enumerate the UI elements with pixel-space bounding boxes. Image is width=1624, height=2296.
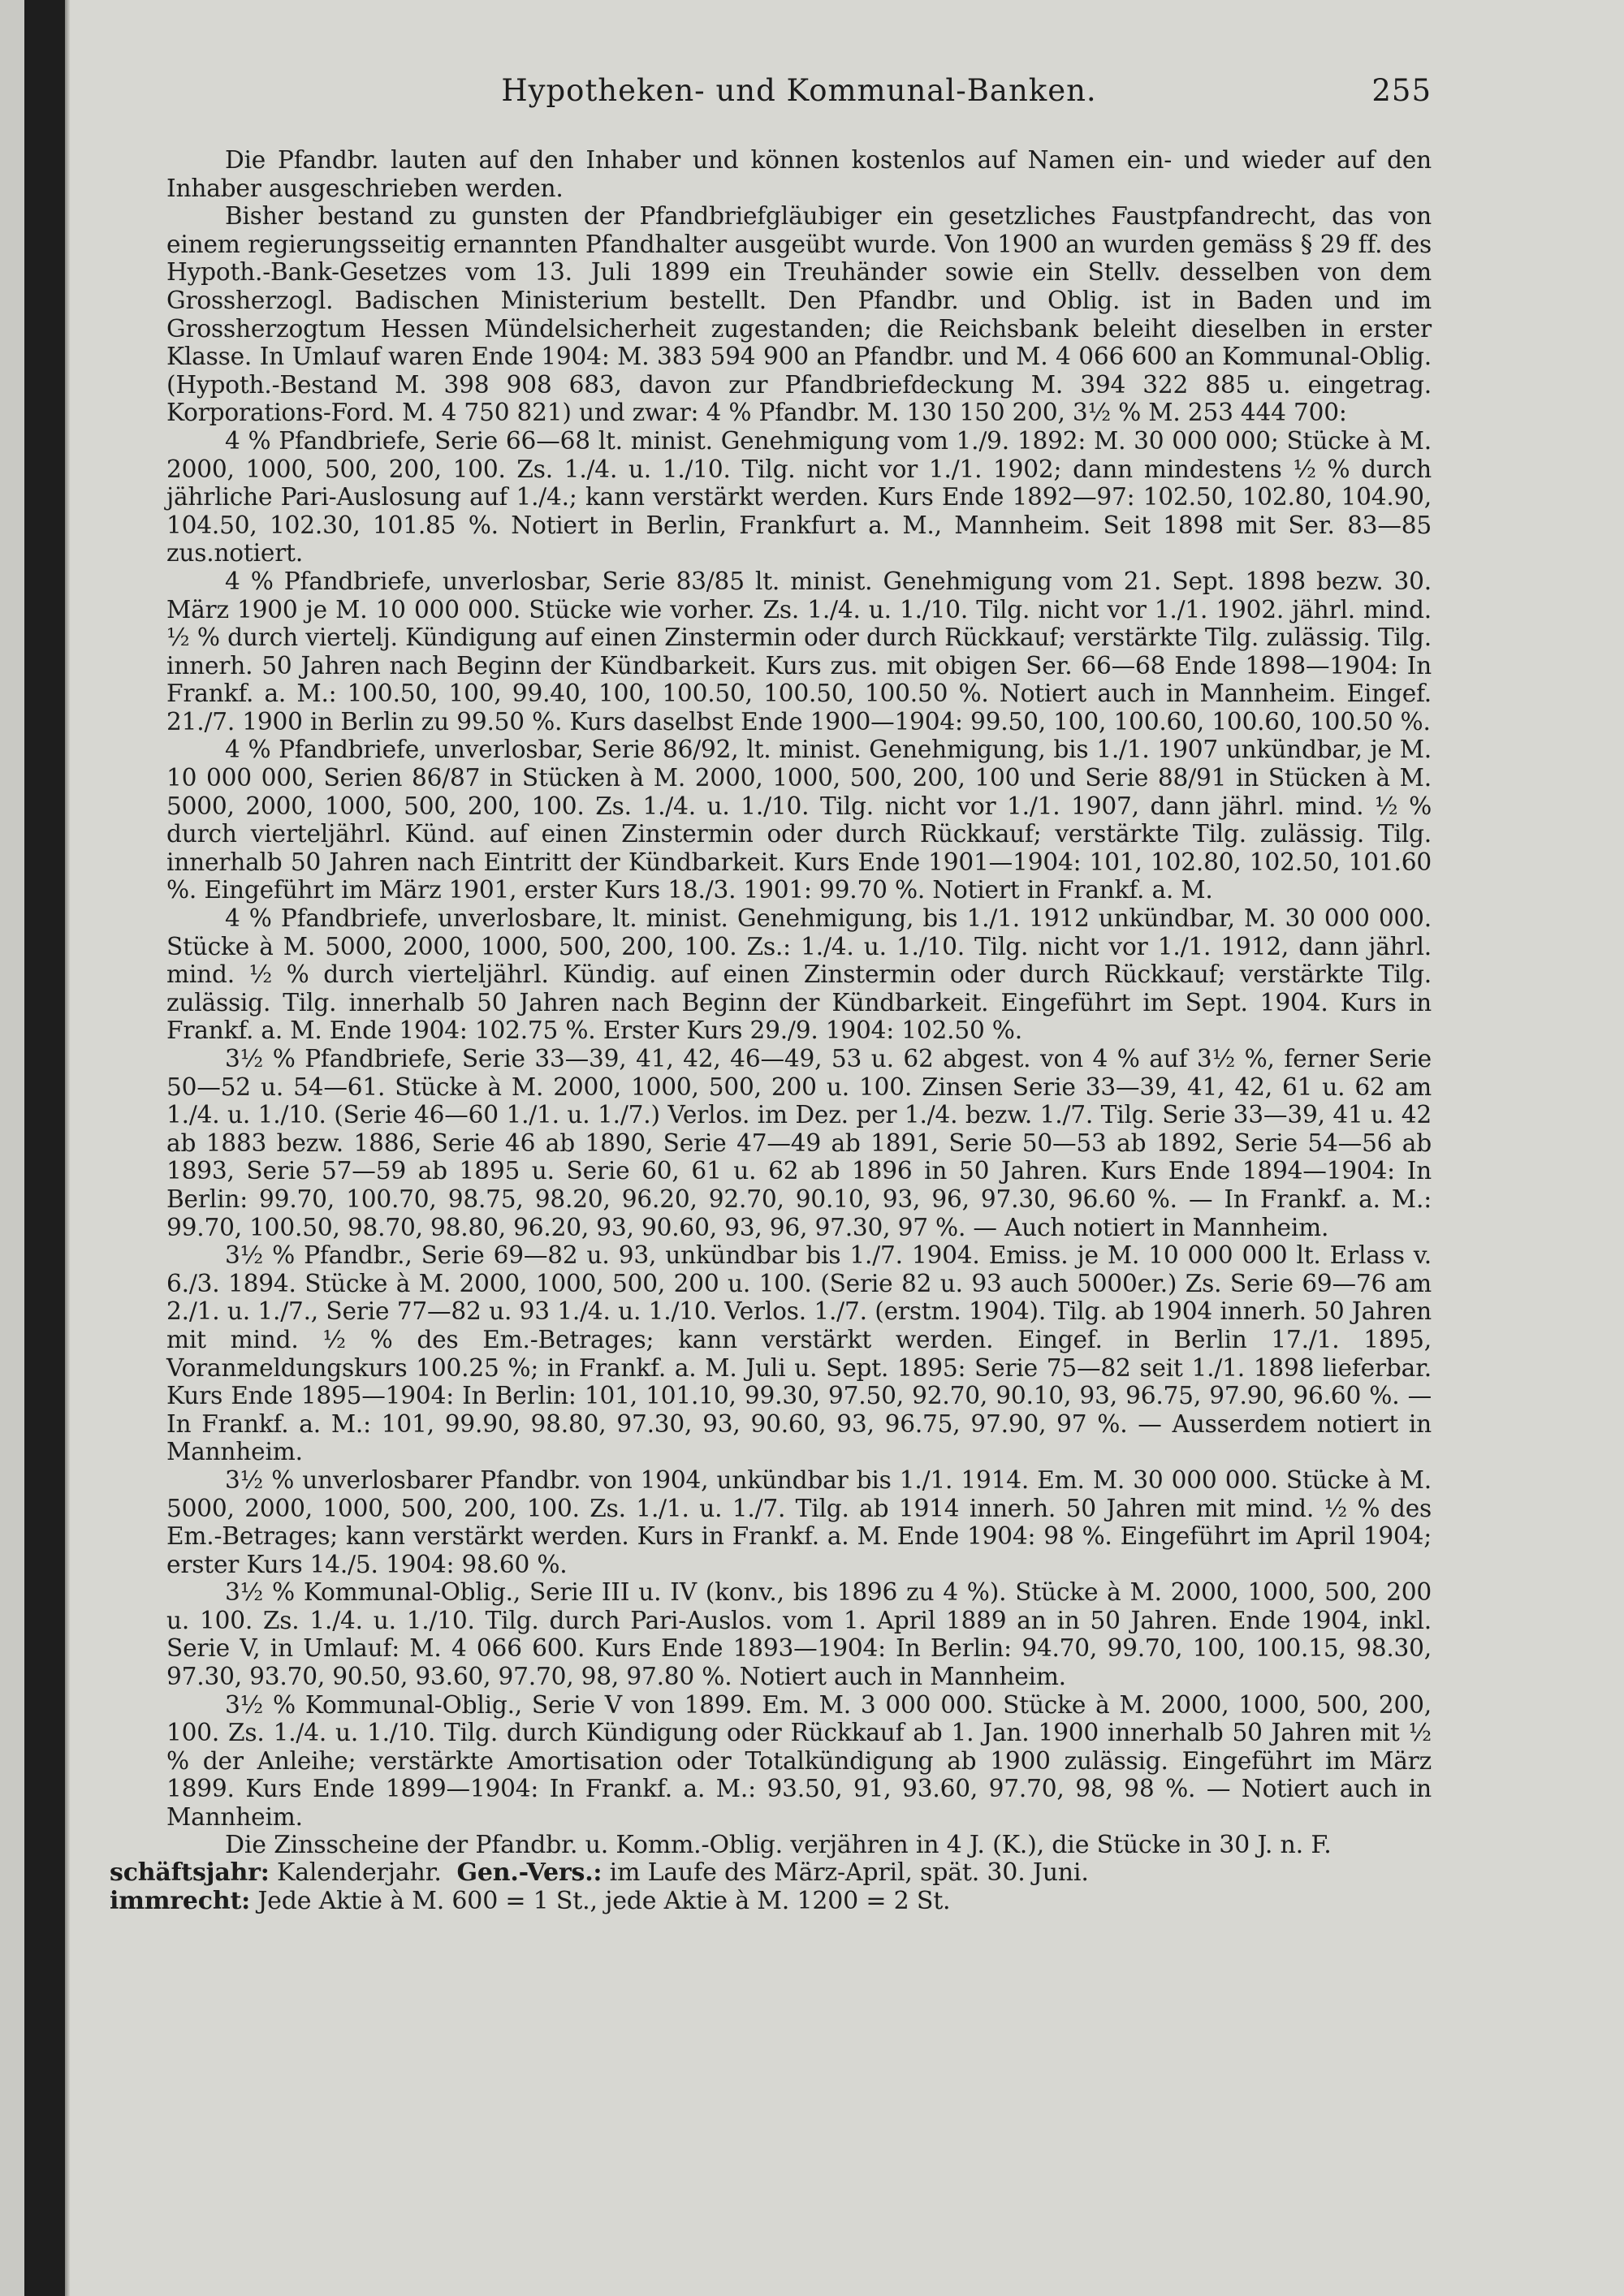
paragraph-4pct-1912: 4 % Pfandbriefe, unverlosbare, lt. minist. Genehmigung, bis 1./1. 1912 unkündbar, M. 30 000 000. Stücke à M. 5000, 2000, 1000, 500, 200, 100. Zs.: 1./4. u. 1./10. Tilg. nicht vor 1./1. 1912, dann jährl. mind. ½ % durch vierteljährl. Kündig. auf einen Zinstermin oder durch Rückkauf; verstärkte Tilg. zulässig. Tilg. innerhalb 50 Jahren nach Beginn der Kündbarkeit. Eingeführt im Sept. 1904. Kurs in Frankf. a. M. Ende 1904: 102.75 %. Erster Kurs 29./9. 1904: 102.50 %. <box>166 904 1432 1045</box>
footer-stimmrecht <box>110 1888 1432 1916</box>
body-text <box>166 146 1432 1832</box>
paragraph-kommunal-oblig-iii-iv: 3½ % Kommunal-Oblig., Serie III u. IV (konv., bis 1896 zu 4 %). Stücke à M. 2000, 1000, 500, 200 u. 100. Zs. 1./4. u. 1./10. Tilg. durch Pari-Auslos. vom 1. April 1889 an in 50 Jahren. Ende 1904, inkl. Serie V, in Umlauf: M. 4 066 600. Kurs Ende 1893—1904: In Berlin: 94.70, 99.70, 100, 100.15, 98.30, 97.30, 93.70, 90.50, 93.60, 97.70, 98, 97.80 %. Notiert auch in Mannheim. <box>166 1578 1432 1691</box>
paragraph-4pct-serie-66-68: 4 % Pfandbriefe, Serie 66—68 lt. minist. Genehmigung vom 1./9. 1892: M. 30 000 000; Stücke à M. 2000, 1000, 500, 200, 100. Zs. 1./4. u. 1./10. Tilg. nicht vor 1./1. 1902; dann mindestens ½ % durch jährliche Pari-Auslosung auf 1./4.; kann verstärkt werden. Kurs Ende 1892—97: 102.50, 102.80, 104.90, 104.50, 102.30, 101.85 %. Notiert in Berlin, Frankfurt a. M., Mannheim. Seit 1898 mit Ser. 83—85 zus.notiert. <box>166 426 1432 568</box>
page-number: 255 <box>1371 73 1432 108</box>
paragraph-3half-serie-69-82: 3½ % Pfandbr., Serie 69—82 u. 93, unkündbar bis 1./7. 1904. Emiss. je M. 10 000 000 lt. Erlass v. 6./3. 1894. Stücke à M. 2000, 1000, 500, 200 u. 100. (Serie 82 u. 93 auch 5000er.) Zs. Serie 69—76 am 2./1. u. 1./7., Serie 77—82 u. 93 1./4. u. 1./10. Verlos. 1./7. (erstm. 1904). Tilg. ab 1904 innerh. 50 Jahren mit mind. ½ % des Em.-Betrages; kann verstärkt werden. Eingef. in Berlin 17./1. 1895, Voranmeldungskurs 100.25 %; in Frankf. a. M. Juli u. Sept. 1895: Serie 75—82 seit 1./1. 1898 lieferbar. Kurs Ende 1895—1904: In Berlin: 101, 101.10, 99.30, 97.50, 92.70, 90.10, 93, 96.75, 97.90, 96.60 %. — In Frankf. a. M.: 101, 99.90, 98.80, 97.30, 93, 90.60, 93, 96.75, 97.90, 97 %. — Ausserdem notiert in Mannheim. <box>166 1241 1432 1466</box>
page-title: Hypotheken- und Kommunal-Banken. <box>501 73 1097 108</box>
paragraph-4pct-serie-86-92: 4 % Pfandbriefe, unverlosbar, Serie 86/92, lt. minist. Genehmigung, bis 1./1. 1907 unkündbar, je M. 10 000 000, Serien 86/87 in Stücken à M. 2000, 1000, 500, 200, 100 und Serie 88/91 in Stücken à M. 5000, 2000, 1000, 500, 200, 100. Zs. 1./4. u. 1./10. Tilg. nicht vor 1./1. 1907, dann jährl. mind. ½ % durch vierteljährl. Künd. auf einen Zinstermin oder durch Rückkauf; verstärkte Tilg. zulässig. Tilg. innerhalb 50 Jahren nach Eintritt der Kündbarkeit. Kurs Ende 1901—1904: 101, 102.80, 102.50, 101.60 %. Eingeführt im März 1901, erster Kurs 18./3. 1901: 99.70 %. Notiert in Frankf. a. M. <box>166 736 1432 904</box>
paragraph-3half-serie-33-62: 3½ % Pfandbriefe, Serie 33—39, 41, 42, 46—49, 53 u. 62 abgest. von 4 % auf 3½ %, ferner Serie 50—52 u. 54—61. Stücke à M. 2000, 1000, 500, 200 u. 100. Zinsen Serie 33—39, 41, 42, 61 u. 62 am 1./4. u. 1./10. (Serie 46—60 1./1. u. 1./7.) Verlos. im Dez. per 1./4. bezw. 1./7. Tilg. Serie 33—39, 41 u. 42 ab 1883 bezw. 1886, Serie 46 ab 1890, Serie 47—49 ab 1891, Serie 50—53 ab 1892, Serie 54—56 ab 1893, Serie 57—59 ab 1895 u. Serie 60, 61 u. 62 ab 1896 in 50 Jahren. Kurs Ende 1894—1904: In Berlin: 99.70, 100.70, 98.75, 98.20, 96.20, 92.70, 90.10, 93, 96, 97.30, 96.60 %. — In Frankf. a. M.: 99.70, 100.50, 98.70, 98.80, 96.20, 93, 90.60, 93, 96, 97.30, 97 %. — Auch notiert in Mannheim. <box>166 1045 1432 1241</box>
footer-verjaehrung: Die Zinsscheine der Pfandbr. u. Komm.-Oblig. verjähren in 4 J. (K.), die Stücke in 30 J. n. F. <box>225 1830 1332 1859</box>
footer-label-stimmrecht: immrecht: <box>110 1886 250 1915</box>
footer-label-gen-vers: Gen.-Vers.: <box>456 1858 603 1888</box>
footer-text-geschaeftsjahr: Kalenderjahr. <box>277 1858 442 1888</box>
paragraph-kommunal-oblig-v: 3½ % Kommunal-Oblig., Serie V von 1899. Em. M. 3 000 000. Stücke à M. 2000, 1000, 500, 200, 100. Zs. 1./4. u. 1./10. Tilg. durch Kündigung oder Rückkauf ab 1. Jan. 1900 innerhalb 50 Jahren mit ½ % der Anleihe; verstärkte Amortisation oder Totalkündigung ab 1900 zulässig. Eingeführt im März 1899. Kurs Ende 1899—1904: In Frankf. a. M.: 93.50, 91, 93.60, 97.70, 98, 98 %. — Notiert auch in Mannheim. <box>166 1690 1432 1832</box>
book-spine-shadow <box>0 0 70 2296</box>
paragraph-faustpfandrecht: Bisher bestand zu gunsten der Pfandbriefgläubiger ein gesetzliches Faustpfandrecht, das von einem regierungsseitig ernannten Pfandhalter ausgeübt wurde. Von 1900 an wurden gemäss § 29 ff. des Hypoth.-Bank-Gesetzes vom 13. Juli 1899 ein Treuhänder sowie ein Stellv. desselben von dem Grossherzogl. Badischen Ministerium bestellt. Den Pfandbr. und Oblig. ist in Baden und im Grossherzogtum Hessen Mündelsicherheit zugestanden; die Reichsbank beleiht dieselben in erster Klasse. In Umlauf waren Ende 1904: M. 383 594 900 an Pfandbr. und M. 4 066 600 an Kommunal-Oblig. (Hypoth.-Bestand M. 398 908 683, davon zur Pfandbriefdeckung M. 394 322 885 u. eingetrag. Korporations-Ford. M. 4 750 821) und zwar: 4 % Pfandbr. M. 130 150 200, 3½ % M. 253 444 700: <box>166 202 1432 427</box>
document-page <box>110 73 1432 2265</box>
footer-text-gen-vers: im Laufe des März-April, spät. 30. Juni. <box>609 1858 1089 1888</box>
paragraph-pfandbr-inhaber: Die Pfandbr. lauten auf den Inhaber und können kostenlos auf Namen ein- und wieder auf den Inhaber ausgeschrieben werden. <box>166 146 1432 202</box>
footer-text-stimmrecht: Jede Aktie à M. 600 = 1 St., jede Aktie à M. 1200 = 2 St. <box>257 1886 951 1915</box>
running-header <box>166 73 1432 122</box>
footer-notes <box>110 1830 1432 1916</box>
footer-geschaeftsjahr <box>110 1859 1432 1888</box>
footer-label-geschaeftsjahr: schäftsjahr: <box>110 1858 270 1888</box>
paragraph-3half-1904: 3½ % unverlosbarer Pfandbr. von 1904, unkündbar bis 1./1. 1914. Em. M. 30 000 000. Stücke à M. 5000, 2000, 1000, 500, 200, 100. Zs. 1./1. u. 1./7. Tilg. ab 1914 innerh. 50 Jahren mit mind. ½ % des Em.-Betrages; kann verstärkt werden. Kurs in Frankf. a. M. Ende 1904: 98 %. Eingeführt im April 1904; erster Kurs 14./5. 1904: 98.60 %. <box>166 1465 1432 1578</box>
paragraph-4pct-serie-83-85: 4 % Pfandbriefe, unverlosbar, Serie 83/85 lt. minist. Genehmigung vom 21. Sept. 1898 bezw. 30. März 1900 je M. 10 000 000. Stücke wie vorher. Zs. 1./4. u. 1./10. Tilg. nicht vor 1./1. 1902. jährl. mind. ½ % durch viertelj. Kündigung auf einen Zinstermin oder durch Rückkauf; verstärkte Tilg. zulässig. Tilg. innerh. 50 Jahren nach Beginn der Kündbarkeit. Kurs zus. mit obigen Ser. 66—68 Ende 1898—1904: In Frankf. a. M.: 100.50, 100, 99.40, 100, 100.50, 100.50, 100.50 %. Notiert auch in Mannheim. Eingef. 21./7. 1900 in Berlin zu 99.50 %. Kurs daselbst Ende 1900—1904: 99.50, 100, 100.60, 100.60, 100.50 %. <box>166 567 1432 736</box>
